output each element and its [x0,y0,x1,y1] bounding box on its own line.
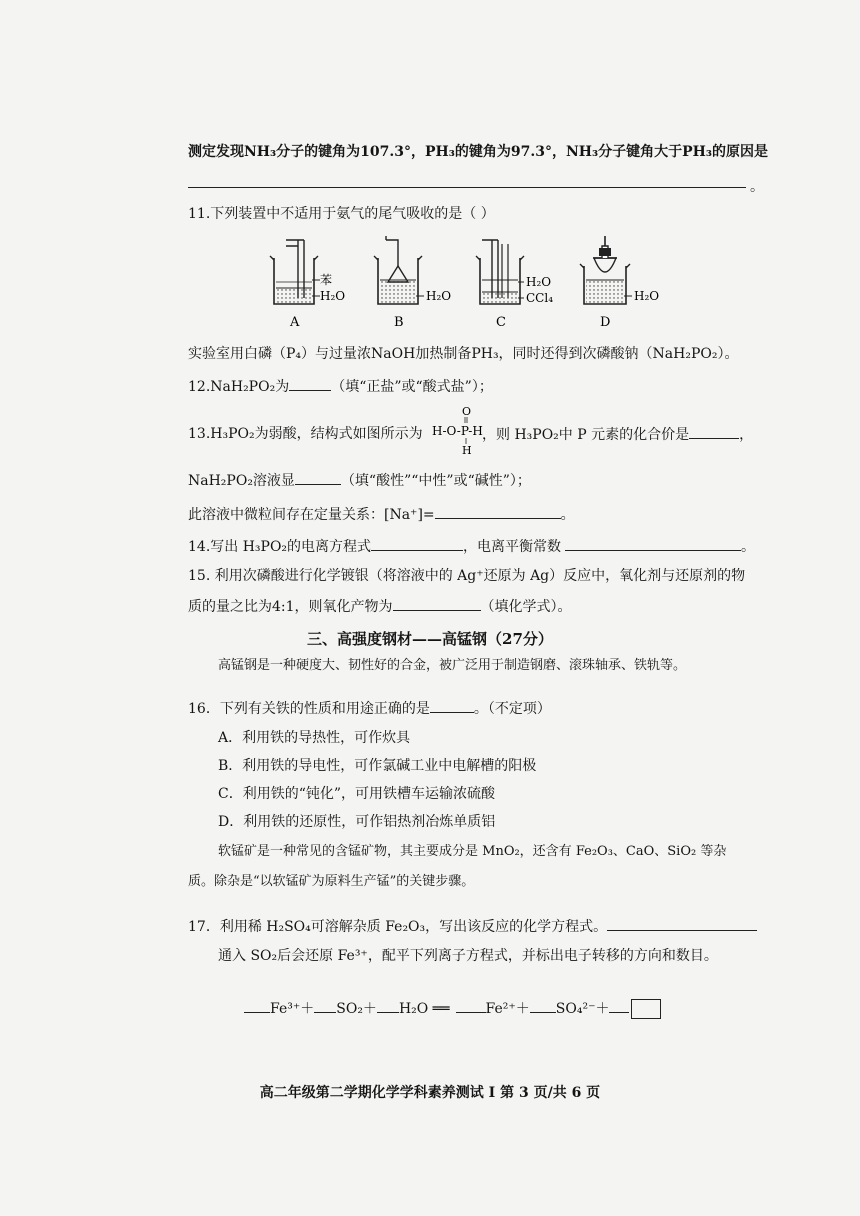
q12-answer-blank[interactable] [289,376,331,391]
apparatus-c [476,240,553,330]
apparatus-d [580,236,659,330]
q16-option-d: D．利用铁的还原性，可作铝热剂冶炼单质铝 [218,814,496,830]
q17-line1-text: 17．利用稀 H₂SO₄可溶解杂质 Fe₂O₃，写出该反应的化学方程式。 [188,919,608,935]
q14-middle: ，电离平衡常数 [463,539,562,555]
q15-line1: 15. 利用次磷酸进行化学镀银（将溶液中的 Ag⁺还原为 Ag）反应中，氧化剂与还原剂的物 [188,568,746,584]
q13-line1 [188,424,423,444]
q13-middle-text: ，则 H₃PO₂中 P 元素的化合价是 [482,427,690,443]
apparatus-c-label-1: H₂O [526,275,552,289]
apparatus-b [374,236,451,330]
apparatus-a-letter: A [290,315,300,330]
q14-prefix: 14.写出 H₃PO₂的电离方程式 [188,539,372,555]
q15-product-blank[interactable] [393,596,481,611]
apparatus-d-letter: D [600,315,611,330]
apparatus-c-letter: C [496,315,506,330]
eq-term-4: Fe²⁺＋ [485,1001,530,1017]
q13-prefix: 13.H₃PO₂为弱酸，结构式如图所示为 [188,426,423,442]
structure-bottom-atom: H [462,444,472,454]
q17-equation-blank[interactable] [607,916,757,931]
apparatus-figure [268,236,668,332]
structure-top-atom: O [462,405,472,418]
apparatus-b-label-1: H₂O [426,289,452,303]
q13-line2 [188,470,531,491]
eq-term-1: Fe³⁺＋ [270,1001,315,1017]
intro-line: 测定发现NH₃分子的键角为107.3°，PH₃的键角为97.3°，NH₃分子键角大于PH₃的原因是 [188,144,769,160]
period-mark: 。 [750,179,764,195]
q13-relation-blank[interactable] [435,504,561,519]
apparatus-a-label-2: H₂O [320,289,346,303]
coef-fe3-blank[interactable] [244,998,270,1013]
unknown-species-box[interactable] [631,999,661,1019]
lab-intro: 实验室用白磷（P₄）与过量浓NaOH加热制备PH₃，同时还得到次磷酸钠（NaH₂PO₂）。 [188,346,739,362]
q15-line2 [188,596,572,617]
q17-line2: 通入 SO₂后会还原 Fe³⁺，配平下列离子方程式，并标出电子转移的方向和数目。 [218,948,718,964]
q12-suffix: （填“正盐”或“酸式盐”）； [331,379,493,395]
q14-constant-blank[interactable] [565,536,741,551]
q16-answer-blank[interactable] [430,698,474,713]
q13-valence-blank[interactable] [689,424,739,439]
apparatus-c-label-2: CCl₄ [526,291,554,305]
eq-term-5: SO₄²⁻＋ [555,1001,610,1017]
q13-middle: ，则 H₃PO₂中 P 元素的化合价是 ， [482,424,753,445]
page-footer: 高二年级第二学期化学学科素养测试 I 第 3 页/共 6 页 [259,1085,601,1101]
q14-equation-blank[interactable] [371,536,463,551]
coef-fe2-blank[interactable] [456,998,486,1013]
q14: 14.写出 H₃PO₂的电离方程式 ，电离平衡常数 。 [188,536,755,557]
coef-so4-blank[interactable] [530,998,556,1013]
apparatus-a-label-1: 苯 [320,273,333,287]
q13-line3-prefix: 此溶液中微粒间存在定量关系：[Na⁺]= [188,507,435,523]
ionic-equation [244,998,661,1019]
q16-suffix: 。（不定项） [473,701,551,717]
ore-intro-line2: 质。除杂是“以软锰矿为原料生产锰”的关键步骤。 [188,874,475,889]
q15-line2-prefix: 质的量之比为4:1，则氧化产物为 [188,599,393,615]
q16 [188,698,551,719]
apparatus-a [270,240,345,330]
q13-acidity-blank[interactable] [295,470,341,485]
q13-line2-prefix: NaH₂PO₂溶液显 [188,473,295,489]
section3-title: 三、高强度钢材——高锰钢（27分） [307,630,553,648]
eq-term-2: SO₂＋ [336,1001,377,1017]
section3-intro: 高锰钢是一种硬度大、韧性好的合金，被广泛用于制造钢磨、滚珠轴承、铁轨等。 [218,658,687,673]
q16-option-a: A．利用铁的导热性，可作炊具 [218,730,411,746]
answer-line[interactable] [188,187,746,188]
q12 [188,376,493,397]
apparatus-d-label-1: H₂O [634,289,660,303]
q12-prefix: 12.NaH₂PO₂为 [188,379,290,395]
q15-line2-suffix: （填化学式）。 [480,599,572,615]
q13-line2-suffix: （填“酸性”“中性”或“碱性”）； [340,473,531,489]
coef-so2-blank[interactable] [314,998,336,1013]
q11-question: 11.下列装置中不适用于氨气的尾气吸收的是（ ） [188,206,495,222]
coef-unknown-blank[interactable] [609,998,629,1013]
eq-term-3: H₂O ══ [398,1001,450,1017]
h3po2-structure [420,404,490,454]
q16-prefix: 16．下列有关铁的性质和用途正确的是 [188,701,430,717]
coef-h2o-blank[interactable] [377,998,399,1013]
q17-line1 [188,916,757,937]
apparatus-b-letter: B [394,315,404,330]
ore-intro-line1: 软锰矿是一种常见的含锰矿物，其主要成分是 MnO₂，还含有 Fe₂O₃、CaO、SiO₂ 等杂 [218,844,727,859]
q13-line3: 此溶液中微粒间存在定量关系：[Na⁺]= 。 [188,504,575,525]
q16-option-c: C．利用铁的“钝化”，可用铁槽车运输浓硫酸 [218,786,496,802]
q16-option-b: B．利用铁的导电性，可作氯碱工业中电解槽的阳极 [218,758,537,774]
structure-middle: H-O-P-H [432,424,483,438]
